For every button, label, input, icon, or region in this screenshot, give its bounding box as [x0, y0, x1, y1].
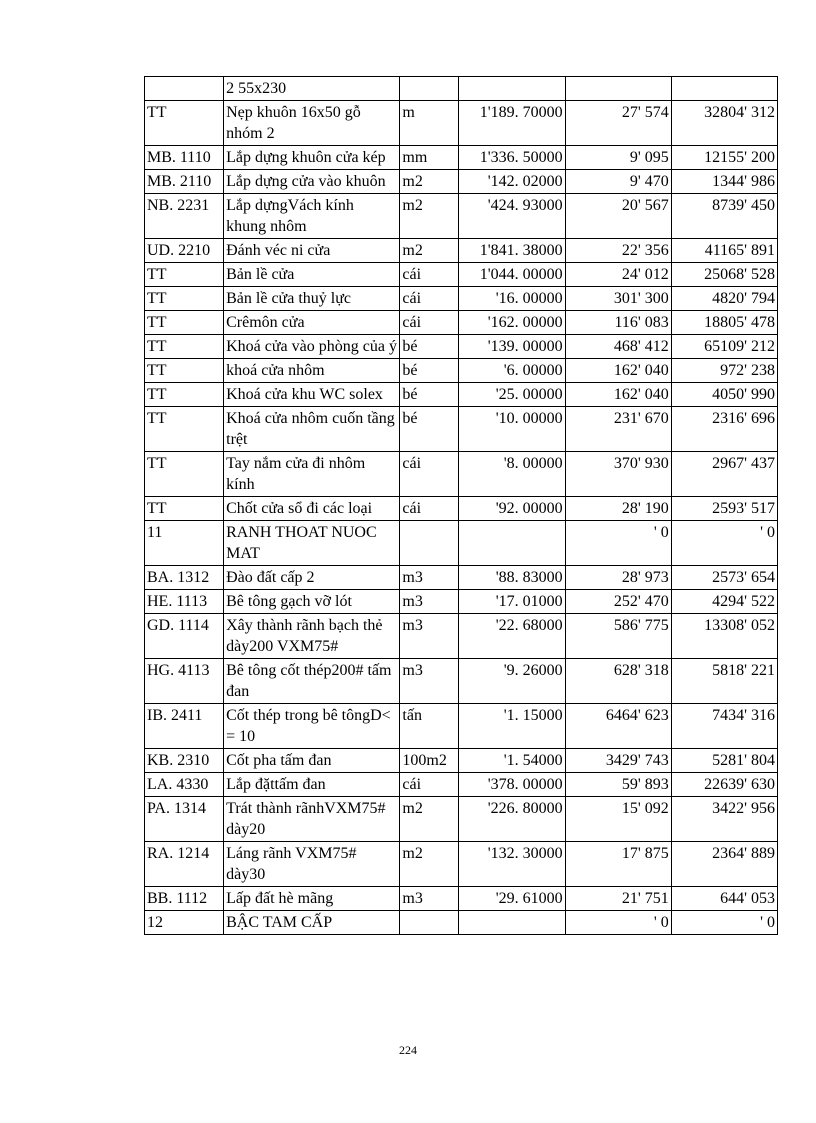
table-row: [145, 311, 778, 335]
cell-description: Xây thành rãnh bạch thẻ dày200 VXM75#: [224, 614, 400, 659]
table-row: [145, 452, 778, 497]
page-number: 224: [399, 1043, 417, 1057]
cell-total: 13308' 052: [671, 614, 777, 659]
cell-unit: m3: [400, 566, 459, 590]
table-row: [145, 263, 778, 287]
cell-unit: m3: [400, 614, 459, 659]
cell-description: Bê tông gạch vỡ lót: [224, 590, 400, 614]
cell-quantity: '424. 93000: [459, 194, 565, 239]
table-row: [145, 659, 778, 704]
cell-code: IB. 2411: [145, 704, 224, 749]
cell-description: Chốt cửa sổ đi các loại: [224, 497, 400, 521]
cell-unit: m3: [400, 887, 459, 911]
cell-unit: bé: [400, 359, 459, 383]
cell-total: 4294' 522: [671, 590, 777, 614]
cell-description: Khoá cửa khu WC solex: [224, 383, 400, 407]
cell-unit-price: 628' 318: [565, 659, 671, 704]
table-row: [145, 911, 778, 935]
cell-unit: m: [400, 101, 459, 146]
cell-unit-price: 24' 012: [565, 263, 671, 287]
cell-quantity: '162. 00000: [459, 311, 565, 335]
cell-unit: [400, 77, 459, 101]
cell-code: [145, 77, 224, 101]
cell-code: MB. 2110: [145, 170, 224, 194]
cell-unit-price: 301' 300: [565, 287, 671, 311]
cell-unit-price: 162' 040: [565, 359, 671, 383]
cell-unit-price: 231' 670: [565, 407, 671, 452]
cell-unit-price: 162' 040: [565, 383, 671, 407]
cell-description: Lắp dựng khuôn cửa kép: [224, 146, 400, 170]
cell-quantity: '9. 26000: [459, 659, 565, 704]
cell-quantity: '88. 83000: [459, 566, 565, 590]
cell-quantity: '29. 61000: [459, 887, 565, 911]
cell-code: BA. 1312: [145, 566, 224, 590]
cell-unit: tấn: [400, 704, 459, 749]
cell-description: Lấp đất hè mãng: [224, 887, 400, 911]
cell-total: 4820' 794: [671, 287, 777, 311]
table-row: [145, 407, 778, 452]
cell-total: 4050' 990: [671, 383, 777, 407]
cell-total: [671, 77, 777, 101]
cell-description: Lắp dựng cửa vào khuôn: [224, 170, 400, 194]
cell-unit: bé: [400, 407, 459, 452]
cell-quantity: '16. 00000: [459, 287, 565, 311]
cell-code: BB. 1112: [145, 887, 224, 911]
table-row: [145, 521, 778, 566]
cell-description: Đánh véc ni cửa: [224, 239, 400, 263]
cell-code: TT: [145, 383, 224, 407]
cell-unit: m2: [400, 797, 459, 842]
cell-quantity: '25. 00000: [459, 383, 565, 407]
cell-quantity: 1'044. 00000: [459, 263, 565, 287]
cell-code: TT: [145, 359, 224, 383]
cell-total: 5818' 221: [671, 659, 777, 704]
cell-total: 8739' 450: [671, 194, 777, 239]
cell-total: 2593' 517: [671, 497, 777, 521]
table-row: [145, 101, 778, 146]
cell-total: 12155' 200: [671, 146, 777, 170]
cell-description: Láng rãnh VXM75# dày30: [224, 842, 400, 887]
cell-quantity: 1'841. 38000: [459, 239, 565, 263]
cell-total: ' 0: [671, 521, 777, 566]
cell-description: BẬC TAM CẤP: [224, 911, 400, 935]
cell-code: KB. 2310: [145, 749, 224, 773]
cell-quantity: '92. 00000: [459, 497, 565, 521]
cell-unit: m2: [400, 170, 459, 194]
cell-unit: m2: [400, 842, 459, 887]
cell-code: TT: [145, 407, 224, 452]
cell-unit: m3: [400, 659, 459, 704]
cell-total: 2316' 696: [671, 407, 777, 452]
table-row: [145, 497, 778, 521]
cell-unit: [400, 521, 459, 566]
cell-quantity: '6. 00000: [459, 359, 565, 383]
cell-description: khoá cửa nhôm: [224, 359, 400, 383]
cell-quantity: [459, 77, 565, 101]
cell-description: Bê tông cốt thép200# tấm đan: [224, 659, 400, 704]
table-row: [145, 797, 778, 842]
cell-description: Trát thành rãnhVXM75# dày20: [224, 797, 400, 842]
table-row: [145, 590, 778, 614]
cell-unit-price: 28' 190: [565, 497, 671, 521]
cell-quantity: [459, 911, 565, 935]
cell-total: 972' 238: [671, 359, 777, 383]
cell-description: Khoá cửa nhôm cuốn tầng trệt: [224, 407, 400, 452]
cell-quantity: [459, 521, 565, 566]
cell-description: Đào đất cấp 2: [224, 566, 400, 590]
cell-quantity: '139. 00000: [459, 335, 565, 359]
cell-code: 12: [145, 911, 224, 935]
cell-total: 2967' 437: [671, 452, 777, 497]
cell-quantity: '8. 00000: [459, 452, 565, 497]
cell-code: TT: [145, 311, 224, 335]
table-row: [145, 359, 778, 383]
cell-quantity: 1'189. 70000: [459, 101, 565, 146]
cell-unit-price: 27' 574: [565, 101, 671, 146]
cell-quantity: '1. 54000: [459, 749, 565, 773]
cell-description: Khoá cửa vào phòng của ý: [224, 335, 400, 359]
cell-unit: 100m2: [400, 749, 459, 773]
table-row: [145, 704, 778, 749]
cell-description: Cốt thép trong bê tôngD< = 10: [224, 704, 400, 749]
table-row: [145, 614, 778, 659]
cell-description: Tay nắm cửa đi nhôm kính: [224, 452, 400, 497]
cell-total: 18805' 478: [671, 311, 777, 335]
cell-quantity: '10. 00000: [459, 407, 565, 452]
cell-code: GD. 1114: [145, 614, 224, 659]
cell-code: 11: [145, 521, 224, 566]
cell-description: Bản lề cửa: [224, 263, 400, 287]
cell-total: 3422' 956: [671, 797, 777, 842]
cell-total: 2573' 654: [671, 566, 777, 590]
table-row: [145, 842, 778, 887]
cell-quantity: '378. 00000: [459, 773, 565, 797]
cell-quantity: '132. 30000: [459, 842, 565, 887]
cell-unit-price: 3429' 743: [565, 749, 671, 773]
cell-quantity: '226. 80000: [459, 797, 565, 842]
cell-total: 41165' 891: [671, 239, 777, 263]
cell-code: RA. 1214: [145, 842, 224, 887]
cell-description: Bản lề cửa thuỷ lực: [224, 287, 400, 311]
cell-unit-price: 6464' 623: [565, 704, 671, 749]
cell-total: 32804' 312: [671, 101, 777, 146]
cell-unit: cái: [400, 287, 459, 311]
cost-estimate-table: [144, 76, 778, 935]
cell-unit-price: [565, 77, 671, 101]
cell-description: Lắp dựngVách kính khung nhôm: [224, 194, 400, 239]
cell-unit: cái: [400, 452, 459, 497]
table-body: [145, 77, 778, 935]
cell-code: TT: [145, 101, 224, 146]
cell-unit: bé: [400, 383, 459, 407]
cell-unit-price: 468' 412: [565, 335, 671, 359]
cell-unit-price: 9' 470: [565, 170, 671, 194]
cell-unit: mm: [400, 146, 459, 170]
cell-code: HE. 1113: [145, 590, 224, 614]
cell-unit: cái: [400, 263, 459, 287]
cell-total: 644' 053: [671, 887, 777, 911]
table-row: [145, 383, 778, 407]
cell-unit: m3: [400, 590, 459, 614]
cell-quantity: '17. 01000: [459, 590, 565, 614]
cell-unit-price: 586' 775: [565, 614, 671, 659]
cell-unit-price: 21' 751: [565, 887, 671, 911]
cell-total: 1344' 986: [671, 170, 777, 194]
table-row: [145, 287, 778, 311]
cell-unit-price: 9' 095: [565, 146, 671, 170]
cell-code: HG. 4113: [145, 659, 224, 704]
cell-description: Nẹp khuôn 16x50 gỗ nhóm 2: [224, 101, 400, 146]
cell-code: TT: [145, 452, 224, 497]
table-row: [145, 749, 778, 773]
cell-unit: cái: [400, 497, 459, 521]
cell-unit-price: 15' 092: [565, 797, 671, 842]
cell-unit: cái: [400, 773, 459, 797]
table-row: [145, 239, 778, 263]
cell-unit: m2: [400, 194, 459, 239]
cell-code: TT: [145, 497, 224, 521]
table-row: [145, 194, 778, 239]
cell-total: 5281' 804: [671, 749, 777, 773]
table-row: [145, 335, 778, 359]
cell-quantity: '1. 15000: [459, 704, 565, 749]
cell-total: 22639' 630: [671, 773, 777, 797]
cell-unit: cái: [400, 311, 459, 335]
cell-code: UD. 2210: [145, 239, 224, 263]
cell-unit-price: 252' 470: [565, 590, 671, 614]
cell-unit-price: 20' 567: [565, 194, 671, 239]
cell-code: TT: [145, 263, 224, 287]
cell-total: 65109' 212: [671, 335, 777, 359]
table-row: [145, 566, 778, 590]
cell-code: NB. 2231: [145, 194, 224, 239]
cell-unit: [400, 911, 459, 935]
cell-quantity: '142. 02000: [459, 170, 565, 194]
cell-quantity: 1'336. 50000: [459, 146, 565, 170]
cell-total: 2364' 889: [671, 842, 777, 887]
cell-total: 25068' 528: [671, 263, 777, 287]
cell-code: LA. 4330: [145, 773, 224, 797]
cell-unit-price: 17' 875: [565, 842, 671, 887]
cell-unit-price: ' 0: [565, 911, 671, 935]
cell-unit-price: ' 0: [565, 521, 671, 566]
cell-quantity: '22. 68000: [459, 614, 565, 659]
cell-total: 7434' 316: [671, 704, 777, 749]
cell-description: Cốt pha tấm đan: [224, 749, 400, 773]
table-row: [145, 887, 778, 911]
cell-unit-price: 28' 973: [565, 566, 671, 590]
cell-code: MB. 1110: [145, 146, 224, 170]
cell-code: TT: [145, 335, 224, 359]
table-row: [145, 170, 778, 194]
cell-code: PA. 1314: [145, 797, 224, 842]
cell-unit-price: 370' 930: [565, 452, 671, 497]
cell-description: 2 55x230: [224, 77, 400, 101]
cell-total: ' 0: [671, 911, 777, 935]
table-row: [145, 773, 778, 797]
cell-unit: bé: [400, 335, 459, 359]
cell-description: RANH THOAT NUOC MAT: [224, 521, 400, 566]
cell-unit: m2: [400, 239, 459, 263]
cell-unit-price: 59' 893: [565, 773, 671, 797]
cell-unit-price: 116' 083: [565, 311, 671, 335]
cell-code: TT: [145, 287, 224, 311]
table-row: [145, 146, 778, 170]
cell-unit-price: 22' 356: [565, 239, 671, 263]
cell-description: Crêmôn cửa: [224, 311, 400, 335]
table-row: [145, 77, 778, 101]
cell-description: Lắp đặttấm đan: [224, 773, 400, 797]
